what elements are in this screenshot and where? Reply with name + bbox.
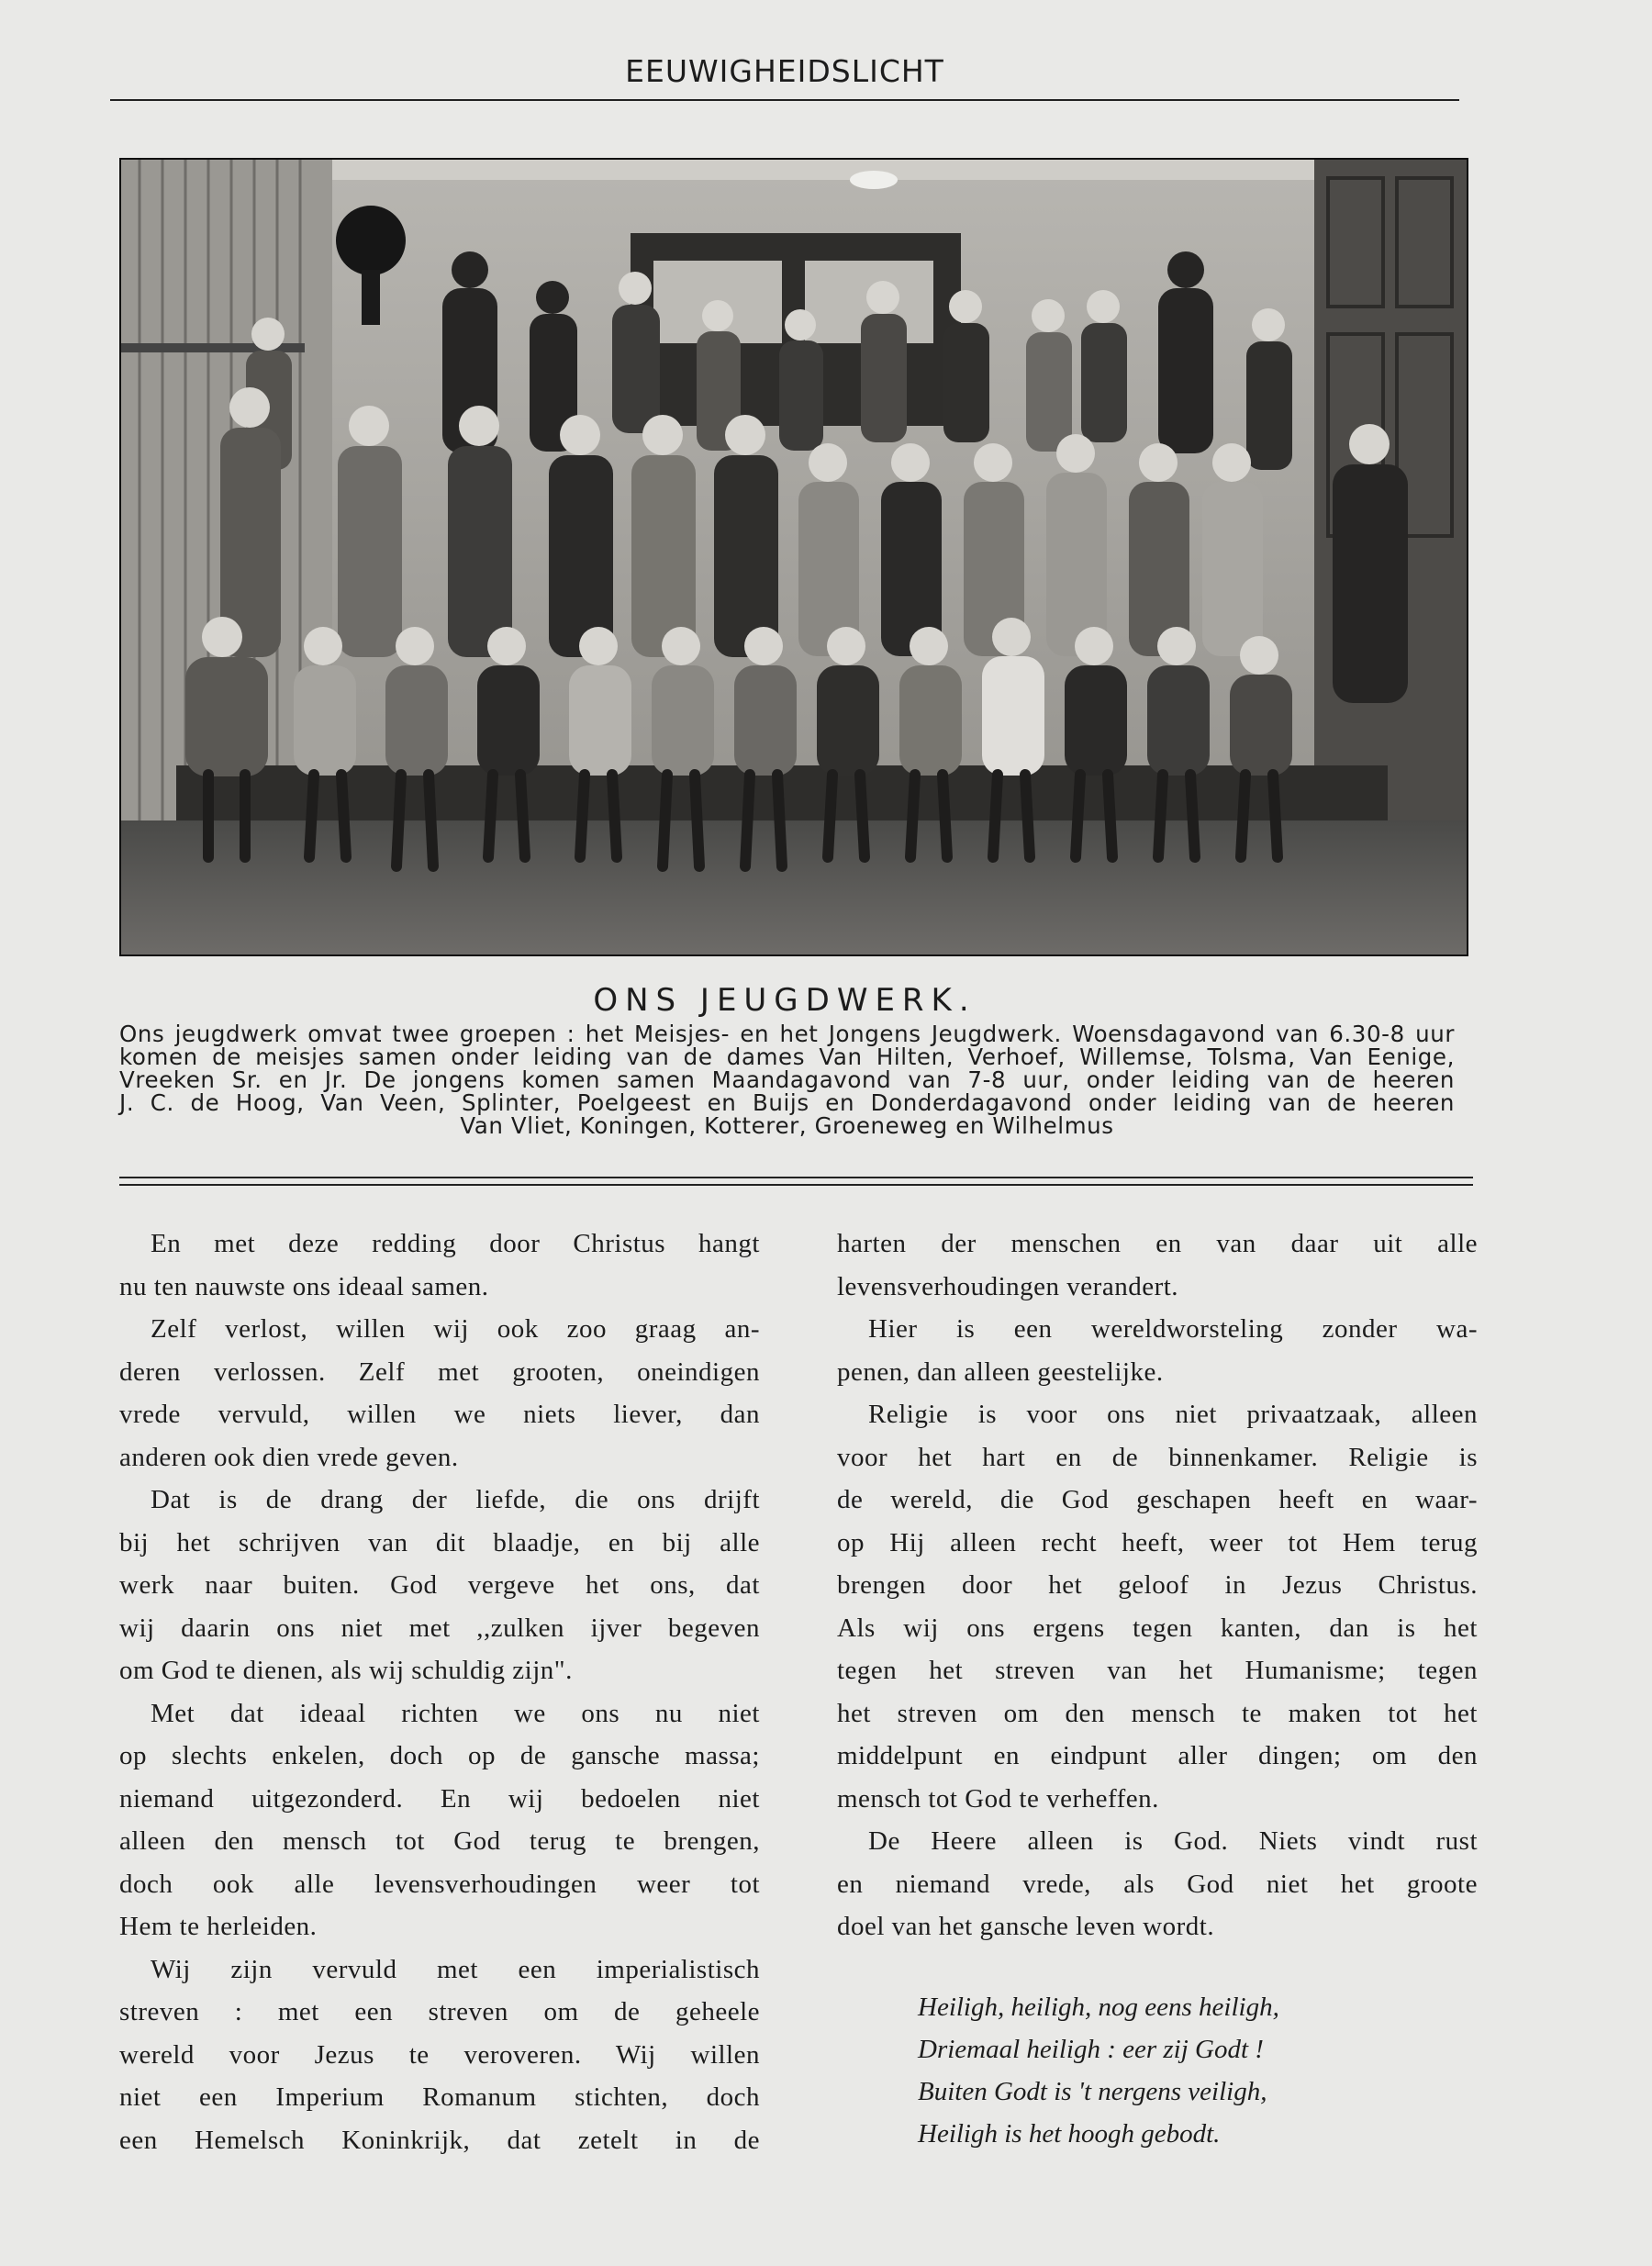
text-line: voor het hart en de binnenkamer. Religie is	[837, 1442, 1478, 1472]
text-line: wereld voor Jezus te veroveren. Wij willen	[119, 2039, 760, 2070]
text-line: niemand uitgezonderd. En wij bedoelen niet	[119, 1783, 760, 1814]
text-line: Dat is de drang der liefde, die ons drijft	[151, 1485, 760, 1514]
section-divider	[119, 1177, 1473, 1186]
photo-caption	[119, 1022, 1455, 1137]
text-line: doel van het gansche leven wordt.	[837, 1912, 1215, 1941]
caption-line: Ons jeugdwerk omvat twee groepen : het Meisjes- en het Jongens Jeugdwerk. Woensdagavond van 6.30-8 uur	[119, 1021, 1455, 1047]
text-line: een Hemelsch Koninkrijk, dat zetelt in de	[119, 2125, 760, 2155]
text-line: mensch tot God te verheffen.	[837, 1783, 1159, 1814]
text-line: Als wij ons ergens tegen kanten, dan is het	[837, 1613, 1478, 1643]
text-line: Zelf verlost, willen wij ook zoo graag an-	[151, 1314, 760, 1344]
text-line: streven : met een streven om de geheele	[119, 1997, 760, 2026]
text-line: middelpunt en eindpunt aller dingen; om den	[837, 1741, 1478, 1770]
text-line: brengen door het geloof in Jezus Christus.	[837, 1570, 1478, 1600]
verse-line: Heiligh, heiligh, nog eens heiligh,	[918, 1993, 1279, 2022]
group-photo	[119, 158, 1468, 956]
text-line: wij daarin ons niet met ,,zulken ijver begeven	[119, 1613, 760, 1643]
text-line: bij het schrijven van dit blaadje, en bij alle	[119, 1527, 760, 1557]
caption-line: Vreeken Sr. en Jr. De jongens komen samen Maandagavond van 7-8 uur, onder leiding van de heeren	[119, 1066, 1455, 1093]
text-line: om God te dienen, als wij schuldig zijn".	[119, 1656, 573, 1685]
text-line: het streven om den mensch te maken tot het	[837, 1698, 1478, 1728]
running-title: EEUWIGHEIDSLICHT	[625, 53, 944, 89]
text-line: nu ten nauwste ons ideaal samen.	[119, 1271, 489, 1301]
caption-line: Van Vliet, Koningen, Kotterer, Groeneweg en Wilhelmus	[460, 1112, 1114, 1139]
section-title: ONS JEUGDWERK.	[593, 982, 977, 1019]
text-line: Hier is een wereldworsteling zonder wa-	[868, 1314, 1478, 1344]
group-photo-icon	[121, 160, 1467, 954]
text-line: harten der menschen en van daar uit alle	[837, 1229, 1478, 1258]
text-line: alleen den mensch tot God terug te brengen,	[119, 1826, 760, 1856]
text-line: vrede vervuld, willen we niets liever, dan	[119, 1400, 760, 1429]
text-line: De Heere alleen is God. Niets vindt rust	[868, 1826, 1478, 1856]
text-line: Hem te herleiden.	[119, 1912, 318, 1941]
right-column	[837, 1222, 1478, 1948]
text-line: anderen ook dien vrede geven.	[119, 1442, 459, 1472]
text-line: en niemand vrede, als God niet het groote	[837, 1869, 1478, 1899]
text-line: Met dat ideaal richten we ons nu niet	[151, 1698, 760, 1728]
caption-line: J. C. de Hoog, Van Veen, Splinter, Poelgeest en Buijs en Donderdagavond onder leiding van de heeren	[119, 1089, 1455, 1116]
text-line: niet een Imperium Romanum stichten, doch	[119, 2082, 760, 2112]
left-column	[119, 1222, 760, 2161]
text-line: tegen het streven van het Humanisme; tegen	[837, 1656, 1478, 1685]
hymn-verse	[918, 1986, 1432, 2155]
text-line: op Hij alleen recht heeft, weer tot Hem terug	[837, 1527, 1478, 1557]
text-line: En met deze redding door Christus hangt	[151, 1229, 760, 1258]
text-line: de wereld, die God geschapen heeft en waar-	[837, 1485, 1478, 1514]
verse-line: Driemaal heiligh : eer zij Godt !	[918, 2035, 1264, 2064]
text-line: doch ook alle levensverhoudingen weer tot	[119, 1869, 760, 1899]
text-line: Wij zijn vervuld met een imperialistisch	[151, 1954, 760, 1984]
text-line: op slechts enkelen, doch op de gansche massa;	[119, 1741, 760, 1770]
text-line: levensverhoudingen verandert.	[837, 1271, 1179, 1301]
text-line: Religie is voor ons niet privaatzaak, alleen	[868, 1400, 1478, 1429]
caption-line: komen de meisjes samen onder leiding van de dames Van Hilten, Verhoef, Willemse, Tolsma, Van Eenige,	[119, 1044, 1455, 1070]
verse-line: Heiligh is het hoogh gebodt.	[918, 2119, 1221, 2149]
verse-line: Buiten Godt is 't nergens veiligh,	[918, 2077, 1267, 2106]
text-line: werk naar buiten. God vergeve het ons, dat	[119, 1570, 760, 1600]
text-line: penen, dan alleen geestelijke.	[837, 1356, 1164, 1387]
header-rule	[110, 99, 1459, 101]
text-line: deren verlossen. Zelf met grooten, oneindigen	[119, 1356, 760, 1387]
